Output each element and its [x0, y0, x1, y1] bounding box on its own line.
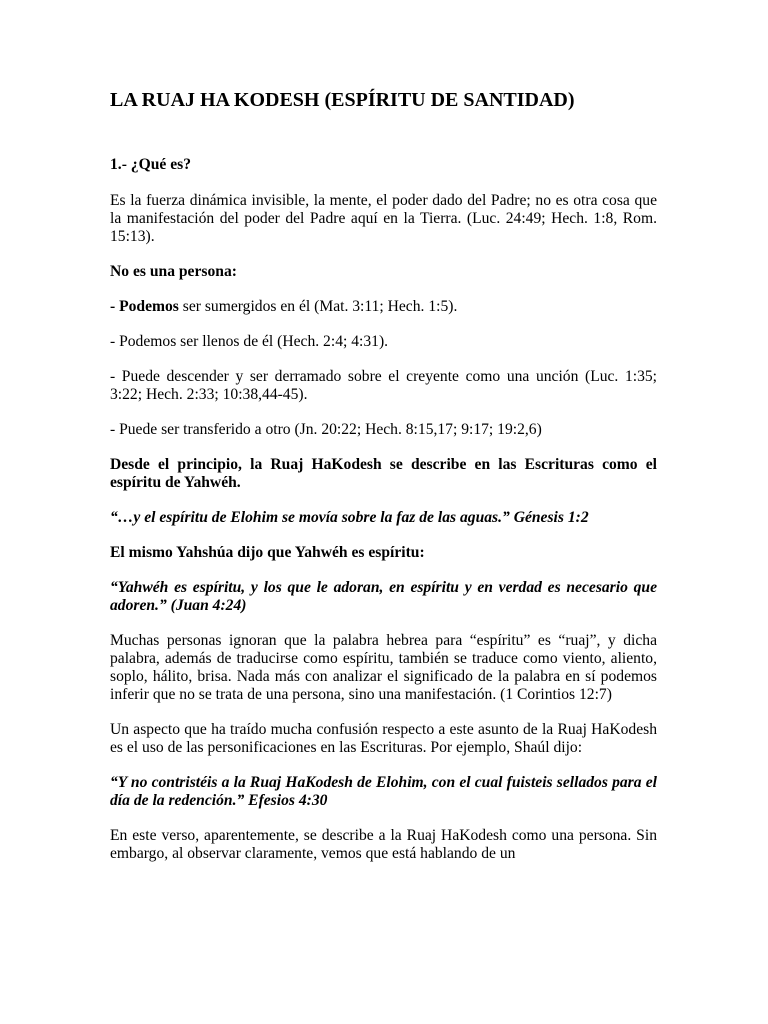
bullet-puede-descender: - Puede descender y ser derramado sobre el creyente como una unción (Luc. 1:35; 3:22; Hech. 2:33; 10:38,44-45). [110, 368, 657, 403]
paragraph-ruaj-word: Muchas personas ignoran que la palabra hebrea para “espíritu” es “ruaj”, y dicha palabra, además de traducirse como espíritu, también se traduce como viento, aliento, soplo, hálito, brisa. Nada más con analizar el significado de la palabra en sí podemos inferir que no se trata de una persona, sino una manifestación. (1 Corintios 12:7) [110, 632, 657, 703]
bullet-puede-transferido: - Puede ser transferido a otro (Jn. 20:22; Hech. 8:15,17; 9:17; 19:2,6) [110, 421, 542, 438]
quote-juan: “Yahwéh es espíritu, y los que le adoran, en espíritu y en verdad es necesario que adoren.” (Juan 4:24) [110, 579, 657, 614]
section-heading-que-es: 1.- ¿Qué es? [110, 156, 191, 173]
document-title: LA RUAJ HA KODESH (ESPÍRITU DE SANTIDAD) [110, 89, 575, 111]
paragraph-yahshua: El mismo Yahshúa dijo que Yahwéh es espíritu: [110, 544, 425, 561]
paragraph-verse: En este verso, aparentemente, se describe a la Ruaj HaKodesh como una persona. Sin embargo, al observar claramente, vemos que está hablando de un [110, 827, 657, 862]
heading-not-a-person: No es una persona: [110, 263, 237, 280]
paragraph-definition: Es la fuerza dinámica invisible, la mente, el poder dado del Padre; no es otra cosa que la manifestación del poder del Padre aquí en la Tierra. (Luc. 24:49; Hech. 1:8, Rom. 15:13). [110, 192, 657, 245]
paragraph-desde-principio: Desde el principio, la Ruaj HaKodesh se describe en las Escrituras como el espíritu de Yahwéh. [110, 456, 657, 491]
bullet-text: ser sumergidos en él (Mat. 3:11; Hech. 1:5). [178, 298, 458, 315]
document-page [110, 88, 657, 880]
quote-efesios: “Y no contristéis a la Ruaj HaKodesh de Elohim, con el cual fuisteis sellados para el día de la redención.” Efesios 4:30 [110, 774, 657, 809]
bullet-bold-lead: - Podemos [110, 298, 179, 315]
paragraph-confusion: Un aspecto que ha traído mucha confusión respecto a este asunto de la Ruaj HaKodesh es el uso de las personificaciones en las Escrituras. Por ejemplo, Shaúl dijo: [110, 721, 657, 756]
quote-genesis: “…y el espíritu de Elohim se movía sobre la faz de las aguas.” Génesis 1:2 [110, 509, 589, 526]
bullet-podemos-sumergidos [110, 298, 657, 316]
bullet-podemos-llenos: - Podemos ser llenos de él (Hech. 2:4; 4:31). [110, 333, 389, 350]
